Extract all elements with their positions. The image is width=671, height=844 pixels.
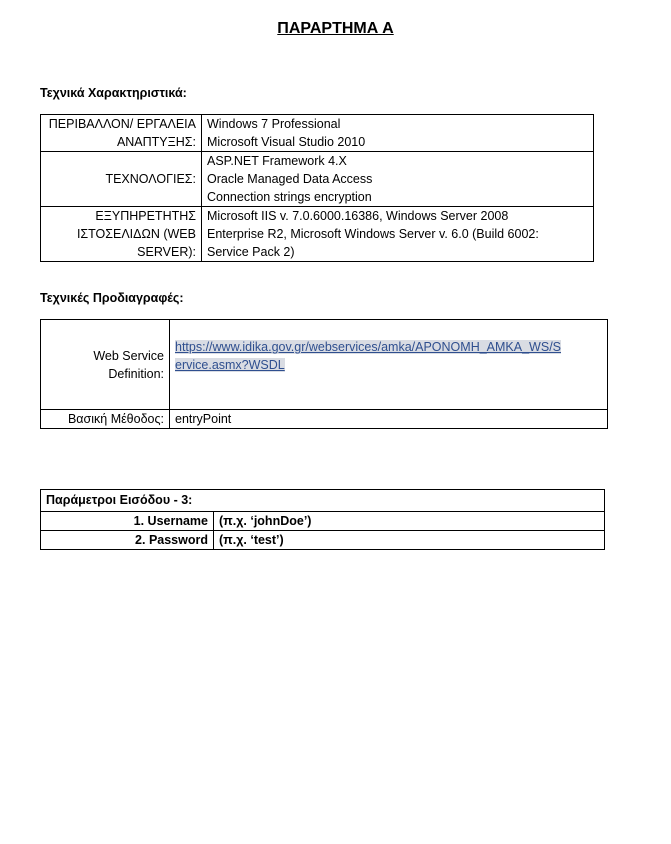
param-name-cell bbox=[41, 531, 214, 550]
label-line: Web Service bbox=[93, 348, 164, 363]
value-cell-technologies bbox=[202, 152, 594, 207]
method-label: Βασική Μέθοδος: bbox=[41, 410, 170, 429]
label-line: ΤΕΧΝΟΛΟΓΙΕΣ: bbox=[105, 172, 196, 186]
wsdl-link[interactable]: https://www.idika.gov.gr/webservices/amka/ΑΡΟΝΟΜΗ_ΑΜΚΑ_WS/S bbox=[175, 340, 561, 354]
value-line: Microsoft IIS v. 7.0.6000.16386, Windows Server 2008 bbox=[207, 209, 509, 223]
table-row bbox=[41, 490, 605, 512]
value-line: ASP.NET Framework 4.X bbox=[207, 154, 347, 168]
section-heading-specifications: Τεχνικές Προδιαγραφές: bbox=[40, 291, 184, 305]
params-heading: Παράμετροι Εισόδου - 3: bbox=[41, 490, 605, 512]
label-line: SERVER): bbox=[137, 245, 196, 259]
specification-table bbox=[40, 319, 608, 429]
param-example: (π.χ. ‘test’) bbox=[214, 531, 605, 550]
wsdl-link[interactable]: ervice.asmx?WSDL bbox=[175, 358, 285, 372]
table-row bbox=[41, 512, 605, 531]
table-row bbox=[41, 152, 594, 207]
value-line: Connection strings encryption bbox=[207, 190, 372, 204]
param-index: 2. bbox=[135, 533, 146, 547]
value-cell-wsdl bbox=[170, 320, 608, 410]
document-title: ΠΑΡΑΡΤΗΜΑ Α bbox=[277, 20, 394, 37]
label-line: ΕΞΥΠΗΡΕΤΗΤΗΣ bbox=[95, 209, 196, 223]
param-index: 1. bbox=[133, 514, 145, 528]
param-name: Password bbox=[148, 533, 208, 547]
label-cell-environment bbox=[41, 115, 202, 152]
section-heading-characteristics: Τεχνικά Χαρακτηριστικά: bbox=[40, 86, 187, 100]
param-name-cell bbox=[41, 512, 214, 531]
input-parameters-table bbox=[40, 489, 605, 550]
environment-table bbox=[40, 114, 594, 262]
method-value: entryPoint bbox=[170, 410, 608, 429]
label-line: ΠΕΡΙΒΑΛΛΟΝ/ ΕΡΓΑΛΕΙΑ bbox=[48, 117, 196, 131]
value-cell-web-server bbox=[202, 207, 594, 262]
label-line: ΑΝΑΠΤΥΞΗΣ: bbox=[116, 135, 196, 149]
table-row bbox=[41, 410, 608, 429]
value-line: Enterprise R2, Microsoft Windows Server v. 6.0 (Build 6002: bbox=[207, 227, 539, 241]
table-row bbox=[41, 531, 605, 550]
value-line: Oracle Managed Data Access bbox=[207, 172, 373, 186]
value-line: Windows 7 Professional bbox=[207, 117, 341, 131]
value-line: Service Pack 2) bbox=[207, 245, 295, 259]
table-row bbox=[41, 115, 594, 152]
value-cell-environment bbox=[202, 115, 594, 152]
value-line: Microsoft Visual Studio 2010 bbox=[207, 135, 366, 149]
label-cell-wsdl bbox=[41, 320, 170, 410]
param-name: Username bbox=[147, 514, 208, 528]
param-example: (π.χ. ‘johnDoe’) bbox=[214, 512, 605, 531]
label-cell-web-server bbox=[41, 207, 202, 262]
table-row bbox=[41, 207, 594, 262]
label-line: ΙΣΤΟΣΕΛΙΔΩΝ (WEB bbox=[76, 227, 196, 241]
label-cell-technologies bbox=[41, 152, 202, 207]
table-row bbox=[41, 320, 608, 410]
label-line: Definition: bbox=[108, 366, 164, 381]
